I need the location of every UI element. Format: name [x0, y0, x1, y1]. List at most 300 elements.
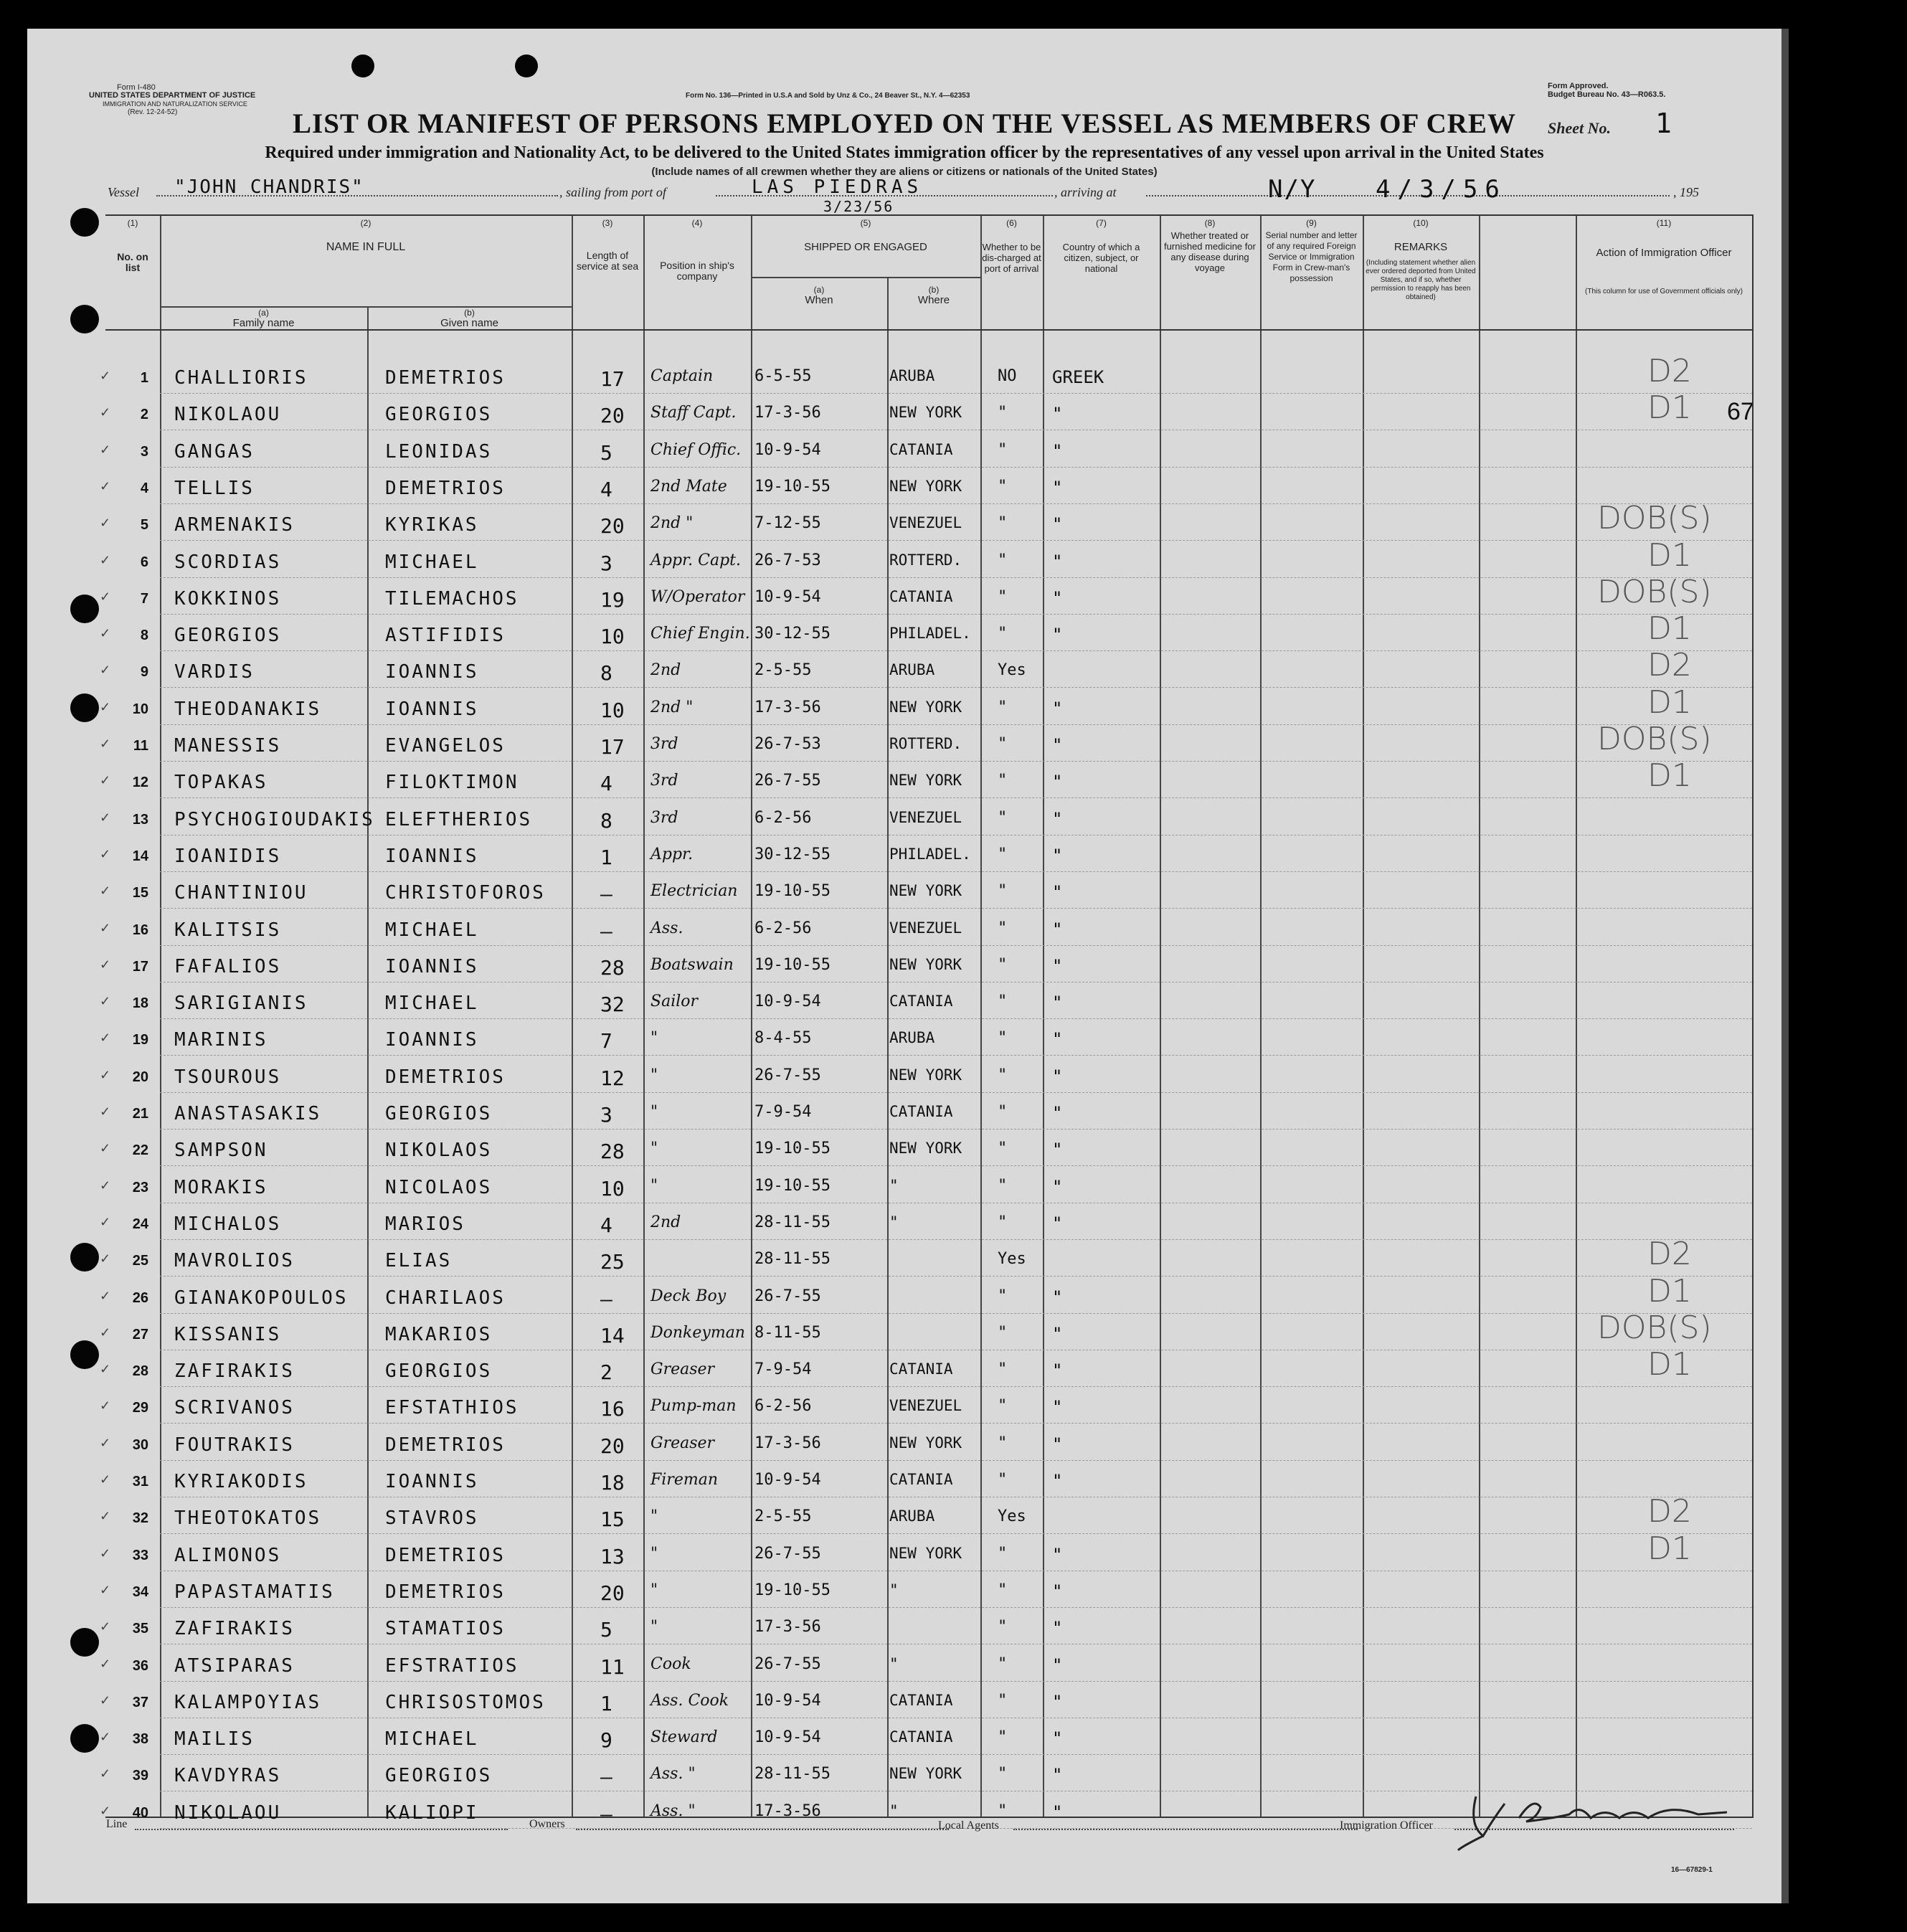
- cell-length: 10: [600, 1176, 625, 1201]
- cell-family: FOUTRAKIS: [174, 1434, 295, 1456]
- sailing-label: , sailing from port of: [559, 185, 666, 199]
- vessel-name: "JOHN CHANDRIS": [174, 176, 364, 198]
- cell-when: 17-3-56: [754, 1618, 821, 1637]
- cell-where: ARUBA: [889, 1507, 935, 1525]
- cell-country: ": [1052, 845, 1063, 866]
- binder-hole: [515, 55, 538, 77]
- cell-when: 8-4-55: [754, 1029, 812, 1048]
- cell-when: 28-11-55: [754, 1250, 831, 1269]
- cell-where: CATANIA: [889, 1728, 953, 1746]
- row-number: 10: [132, 701, 148, 717]
- cell-length: 28: [600, 1140, 625, 1164]
- col-header-when: When: [805, 294, 833, 306]
- cell-family: GEORGIOS: [174, 625, 282, 647]
- cell-position: 3rd: [650, 772, 678, 790]
- cell-country: ": [1052, 1029, 1063, 1050]
- row-rule: [160, 1018, 1752, 1019]
- cell-given: NICOLAOS: [385, 1176, 493, 1198]
- cell-given: MICHAEL: [385, 993, 479, 1015]
- col-num-name: (2): [360, 218, 372, 228]
- cell-length: 9: [600, 1728, 612, 1753]
- cell-discharged: ": [998, 1691, 1008, 1710]
- cell-country: ": [1052, 1471, 1063, 1491]
- cell-where: NEW YORK: [889, 1765, 962, 1783]
- cell-discharged: ": [998, 1765, 1008, 1784]
- cell-where: CATANIA: [889, 1691, 953, 1709]
- cell-length: 8: [600, 808, 612, 833]
- cell-discharged: Yes: [998, 661, 1026, 680]
- cell-length: 2: [600, 1360, 612, 1385]
- cell-discharged: ": [998, 1140, 1008, 1158]
- cell-position: ": [650, 1544, 658, 1563]
- row-number: 4: [140, 480, 148, 496]
- cell-given: MARIOS: [385, 1213, 465, 1235]
- cell-length: 20: [600, 404, 625, 428]
- row-number: 8: [140, 628, 148, 644]
- arrival-date: 4/3/56: [1376, 175, 1507, 204]
- cell-discharged: ": [998, 1654, 1008, 1673]
- cell-discharged: Yes: [998, 1507, 1026, 1526]
- cell-discharged: ": [998, 625, 1008, 643]
- cell-family: TOPAKAS: [174, 772, 268, 794]
- col-header-position: Position in ship's company: [660, 260, 734, 282]
- cell-country: ": [1052, 1691, 1063, 1712]
- check-mark-icon: ✓: [100, 1472, 111, 1487]
- cell-length: 12: [600, 1066, 625, 1090]
- cell-where: CATANIA: [889, 993, 953, 1010]
- row-rule: [160, 393, 1752, 394]
- check-mark-icon: ✓: [100, 920, 111, 935]
- check-mark-icon: ✓: [100, 1288, 111, 1303]
- revision: (Rev. 12-24-52): [128, 108, 178, 116]
- row-rule: [160, 503, 1752, 504]
- cell-given: ELEFTHERIOS: [385, 808, 533, 830]
- cell-family: PSYCHOGIOUDAKIS: [174, 808, 375, 830]
- cell-country: ": [1052, 1544, 1063, 1565]
- row-number: 13: [132, 811, 148, 828]
- cell-given: DEMETRIOS: [385, 1544, 506, 1566]
- cell-discharged: ": [998, 1323, 1008, 1342]
- cell-country: ": [1052, 477, 1063, 498]
- col-header-action: Action of Immigration Officer: [1596, 247, 1732, 259]
- cell-family: MAVROLIOS: [174, 1250, 295, 1272]
- cell-given: GEORGIOS: [385, 404, 493, 426]
- cell-given: DEMETRIOS: [385, 367, 506, 389]
- col-sub-given-num: (b): [464, 308, 475, 318]
- row-number: 22: [132, 1142, 148, 1159]
- cell-family: NIKOLAOU: [174, 1801, 282, 1824]
- cell-country: ": [1052, 440, 1063, 461]
- cell-where: NEW YORK: [889, 404, 962, 422]
- cell-where: VENEZUEL: [889, 808, 962, 826]
- cell-given: IOANNIS: [385, 698, 479, 720]
- officer-annotation: DOB(S): [1597, 721, 1712, 757]
- form-code: 16—67829-1: [1671, 1866, 1713, 1874]
- cell-family: KYRIAKODIS: [174, 1471, 308, 1492]
- cell-family: KISSANIS: [174, 1323, 282, 1345]
- cell-when: 19-10-55: [754, 955, 831, 974]
- cell-family: CHALLIORIS: [174, 367, 308, 389]
- cell-length: 16: [600, 1397, 625, 1421]
- cell-given: EFSTATHIOS: [385, 1397, 519, 1419]
- check-mark-icon: ✓: [100, 478, 111, 493]
- cell-family: KAVDYRAS: [174, 1765, 282, 1787]
- cell-family: KOKKINOS: [174, 587, 282, 610]
- cell-when: 10-9-54: [754, 440, 821, 459]
- cell-when: 26-7-55: [754, 1066, 821, 1084]
- col-num-no: (1): [127, 218, 138, 228]
- check-mark-icon: ✓: [100, 1545, 111, 1561]
- cell-position: ": [650, 1066, 658, 1084]
- check-mark-icon: ✓: [100, 1178, 111, 1193]
- cell-family: MAILIS: [174, 1728, 255, 1751]
- row-rule: [160, 1754, 1752, 1755]
- cell-position: Boatswain: [650, 955, 734, 974]
- cell-where: NEW YORK: [889, 882, 962, 900]
- cell-country: ": [1052, 1287, 1063, 1307]
- cell-when: 28-11-55: [754, 1765, 831, 1784]
- cell-family: FAFALIOS: [174, 955, 282, 977]
- cell-length: 4: [600, 477, 612, 501]
- cell-family: SCORDIAS: [174, 551, 282, 573]
- cell-given: IOANNIS: [385, 661, 479, 683]
- cell-discharged: ": [998, 735, 1008, 753]
- officer-annotation: D1: [1647, 610, 1692, 648]
- row-number: 34: [132, 1583, 148, 1600]
- row-rule: [160, 908, 1752, 909]
- check-mark-icon: ✓: [100, 1141, 111, 1156]
- row-number: 2: [140, 407, 148, 423]
- cell-discharged: ": [998, 772, 1008, 790]
- cell-length: —: [600, 1287, 612, 1311]
- cell-discharged: ": [998, 1360, 1008, 1379]
- row-rule: [160, 797, 1752, 798]
- cell-family: SAMPSON: [174, 1140, 268, 1162]
- cell-when: 10-9-54: [754, 587, 821, 606]
- row-rule: [160, 1386, 1752, 1387]
- row-number: 19: [132, 1032, 148, 1048]
- check-mark-icon: ✓: [100, 1362, 111, 1377]
- check-mark-icon: ✓: [100, 516, 111, 531]
- cell-discharged: ": [998, 1471, 1008, 1489]
- check-mark-icon: ✓: [100, 1766, 111, 1781]
- check-mark-icon: ✓: [100, 1619, 111, 1634]
- row-rule: [160, 650, 1752, 651]
- cell-when: 10-9-54: [754, 1691, 821, 1710]
- cell-length: 5: [600, 1618, 612, 1642]
- cell-given: MICHAEL: [385, 1728, 479, 1751]
- cell-family: MANESSIS: [174, 735, 282, 757]
- cell-discharged: ": [998, 1176, 1008, 1195]
- cell-country: ": [1052, 625, 1063, 645]
- row-number: 23: [132, 1179, 148, 1195]
- cell-when: 7-9-54: [754, 1360, 812, 1379]
- row-number: 39: [132, 1768, 148, 1784]
- cell-family: ARMENAKIS: [174, 514, 295, 536]
- cell-position: Appr. Capt.: [650, 551, 742, 569]
- cell-family: TELLIS: [174, 477, 255, 499]
- check-mark-icon: ✓: [100, 1398, 111, 1414]
- cell-given: STAMATIOS: [385, 1618, 506, 1640]
- cell-given: KYRIKAS: [385, 514, 479, 536]
- row-rule: [160, 1276, 1752, 1277]
- binder-hole: [70, 1724, 99, 1753]
- sailing-date: 3/23/56: [823, 198, 894, 215]
- cell-family: IOANIDIS: [174, 845, 282, 867]
- cell-discharged: ": [998, 1434, 1008, 1452]
- cell-given: MICHAEL: [385, 551, 479, 573]
- cell-when: 10-9-54: [754, 993, 821, 1011]
- cell-country: ": [1052, 919, 1063, 939]
- row-rule: [160, 1165, 1752, 1166]
- check-mark-icon: ✓: [100, 1509, 111, 1524]
- cell-position: 2nd: [650, 661, 681, 680]
- check-mark-icon: ✓: [100, 1031, 111, 1046]
- officer-annotation: D2: [1647, 1493, 1692, 1530]
- cell-given: IOANNIS: [385, 1471, 479, 1492]
- cell-position: Pump-man: [650, 1397, 737, 1416]
- binder-hole: [70, 305, 99, 333]
- cell-when: 10-9-54: [754, 1728, 821, 1747]
- cell-country: ": [1052, 882, 1063, 903]
- cell-given: DEMETRIOS: [385, 477, 506, 499]
- cell-length: 7: [600, 1029, 612, 1053]
- cell-country: ": [1052, 735, 1063, 755]
- cell-position: Ass.: [650, 919, 683, 937]
- cell-when: 17-3-56: [754, 1434, 821, 1452]
- cell-where: NEW YORK: [889, 1544, 962, 1562]
- cell-country: ": [1052, 1176, 1063, 1197]
- row-rule: [160, 871, 1752, 872]
- cell-discharged: ": [998, 698, 1008, 716]
- cell-when: 26-7-55: [754, 1654, 821, 1673]
- cell-family: ALIMONOS: [174, 1544, 282, 1566]
- footer-agents-label: Local Agents: [938, 1819, 999, 1832]
- col-sub-action: (This column for use of Government officials only): [1585, 288, 1743, 295]
- cell-family: ATSIPARAS: [174, 1654, 295, 1677]
- row-number: 9: [140, 664, 148, 681]
- check-mark-icon: ✓: [100, 1582, 111, 1597]
- page-subtitle: Required under immigration and Nationality Act, to be delivered to the United States immigration officer by the representatives of any vessel upon arrival in the United States: [265, 143, 1544, 162]
- col-header-remarks: REMARKS: [1393, 241, 1448, 253]
- row-number: 27: [132, 1326, 148, 1343]
- cell-length: —: [600, 1765, 612, 1789]
- cell-discharged: ": [998, 1397, 1008, 1416]
- cell-position: Chief Offic.: [650, 440, 742, 459]
- officer-annotation: D2: [1647, 1236, 1692, 1273]
- cell-discharged: ": [998, 1287, 1008, 1305]
- cell-given: EFSTRATIOS: [385, 1654, 519, 1677]
- cell-length: 18: [600, 1471, 625, 1495]
- row-rule: [160, 1129, 1752, 1130]
- cell-where: NEW YORK: [889, 477, 962, 495]
- cell-discharged: ": [998, 1801, 1008, 1820]
- cell-given: CHRISOSTOMOS: [385, 1691, 546, 1713]
- check-mark-icon: ✓: [100, 957, 111, 972]
- cell-country: GREEK: [1052, 367, 1104, 387]
- cell-length: 19: [600, 587, 625, 612]
- cell-discharged: ": [998, 808, 1008, 827]
- check-mark-icon: ✓: [100, 1214, 111, 1229]
- cell-length: 5: [600, 440, 612, 465]
- cell-family: GIANAKOPOULOS: [174, 1287, 349, 1309]
- binder-hole: [70, 1340, 99, 1369]
- cell-family: MICHALOS: [174, 1213, 282, 1235]
- port-name: LAS PIEDRAS: [752, 176, 923, 198]
- officer-annotation: D1: [1647, 1346, 1692, 1383]
- officer-annotation: DOB(S): [1597, 1309, 1712, 1346]
- cell-when: 19-10-55: [754, 477, 831, 496]
- cell-family: CHANTINIOU: [174, 882, 308, 904]
- cell-when: 26-7-55: [754, 1544, 821, 1563]
- cell-position: Ass. Cook: [650, 1691, 729, 1710]
- col-header-country: Country of which a citizen, subject, or national: [1062, 242, 1140, 274]
- cell-country: ": [1052, 1765, 1063, 1786]
- cell-length: 3: [600, 551, 612, 575]
- cell-position: ": [650, 1029, 658, 1048]
- row-rule: [160, 945, 1752, 946]
- cell-discharged: ": [998, 1544, 1008, 1563]
- cell-when: 26-7-55: [754, 1287, 821, 1305]
- cell-given: GEORGIOS: [385, 1765, 493, 1787]
- cell-where: VENEZUEL: [889, 1397, 962, 1415]
- cell-position: 2nd Mate: [650, 477, 727, 496]
- cell-length: 28: [600, 955, 625, 980]
- cell-where: ARUBA: [889, 367, 935, 384]
- cell-position: Appr.: [650, 845, 694, 863]
- footer-line-label: Line: [106, 1818, 128, 1830]
- cell-position: Donkeyman: [650, 1323, 745, 1342]
- col-num-remarks: (10): [1413, 218, 1429, 228]
- col-header-name: NAME IN FULL: [326, 241, 406, 253]
- officer-annotation: DOB(S): [1597, 573, 1712, 610]
- cell-where: ": [889, 1176, 899, 1194]
- cell-length: —: [600, 1801, 612, 1826]
- row-number: 17: [132, 958, 148, 975]
- cell-discharged: ": [998, 1066, 1008, 1084]
- page-title: LIST OR MANIFEST OF PERSONS EMPLOYED ON THE VESSEL AS MEMBERS OF CREW: [293, 108, 1516, 139]
- col-sub-remarks: (Including statement whether alien ever ordered deported from United States, and if so, whether permission to reapply has been obtained): [1366, 259, 1476, 301]
- cell-position: Chief Engin.: [650, 625, 750, 643]
- cell-family: KALAMPOYIAS: [174, 1691, 322, 1713]
- form-approved: Form Approved.: [1548, 82, 1609, 90]
- col-sub-when-num: (a): [813, 285, 825, 295]
- row-number: 32: [132, 1510, 148, 1527]
- cell-when: 6-2-56: [754, 1397, 812, 1416]
- cell-when: 7-12-55: [754, 514, 821, 533]
- check-mark-icon: ✓: [100, 994, 111, 1009]
- row-number: 16: [132, 922, 148, 938]
- cell-length: 25: [600, 1250, 625, 1274]
- cell-length: 15: [600, 1507, 625, 1532]
- cell-country: ": [1052, 514, 1063, 535]
- cell-given: EVANGELOS: [385, 735, 506, 757]
- cell-where: ": [889, 1654, 899, 1672]
- col-num-country: (7): [1096, 218, 1107, 228]
- cell-position: ": [650, 1103, 658, 1121]
- cell-where: PHILADEL.: [889, 845, 971, 863]
- service: IMMIGRATION AND NATURALIZATION SERVICE: [103, 100, 247, 108]
- row-number: 1: [140, 370, 148, 386]
- cell-length: 3: [600, 1103, 612, 1127]
- row-number: 12: [132, 775, 148, 791]
- col-sub-where-num: (b): [928, 285, 940, 295]
- cell-country: ": [1052, 1360, 1063, 1381]
- cell-where: NEW YORK: [889, 1066, 962, 1084]
- check-mark-icon: ✓: [100, 810, 111, 825]
- cell-given: CHRISTOFOROS: [385, 882, 546, 904]
- cell-given: IOANNIS: [385, 1029, 479, 1051]
- officer-annotation: D1: [1647, 1530, 1692, 1567]
- cell-country: ": [1052, 551, 1063, 572]
- cell-given: FILOKTIMON: [385, 772, 519, 794]
- include-note: (Include names of all crewmen whether they are aliens or citizens or nationals of the United States): [651, 166, 1158, 178]
- check-mark-icon: ✓: [100, 1067, 111, 1082]
- cell-discharged: ": [998, 587, 1008, 606]
- cell-family: VARDIS: [174, 661, 255, 683]
- cell-where: NEW YORK: [889, 1434, 962, 1452]
- cell-discharged: ": [998, 882, 1008, 901]
- col-num-action: (11): [1656, 218, 1672, 228]
- col-num-shipped: (5): [860, 218, 871, 228]
- officer-annotation: D2: [1647, 353, 1692, 389]
- cell-given: CHARILAOS: [385, 1287, 506, 1309]
- cell-position: 3rd: [650, 808, 678, 827]
- check-mark-icon: ✓: [100, 773, 111, 788]
- cell-where: ": [889, 1801, 899, 1819]
- cell-discharged: ": [998, 1029, 1008, 1048]
- cell-when: 8-11-55: [754, 1323, 821, 1342]
- col-num-medicine: (8): [1204, 218, 1216, 228]
- cell-given: DEMETRIOS: [385, 1434, 506, 1456]
- row-rule: [160, 1313, 1752, 1314]
- row-number: 40: [132, 1804, 148, 1821]
- cell-position: Greaser: [650, 1434, 715, 1452]
- cell-country: ": [1052, 1581, 1063, 1601]
- cell-when: 6-2-56: [754, 808, 812, 827]
- cell-when: 26-7-55: [754, 772, 821, 790]
- cell-where: NEW YORK: [889, 698, 962, 716]
- row-rule: [160, 1460, 1752, 1461]
- check-mark-icon: ✓: [100, 589, 111, 604]
- col-num-position: (4): [691, 218, 703, 228]
- cell-given: DEMETRIOS: [385, 1581, 506, 1603]
- cell-given: MAKARIOS: [385, 1323, 493, 1345]
- cell-when: 19-10-55: [754, 882, 831, 901]
- cell-length: 4: [600, 1213, 612, 1237]
- row-number: 3: [140, 443, 148, 460]
- col-header-where: Where: [917, 294, 950, 306]
- cell-where: ROTTERD.: [889, 551, 962, 569]
- cell-given: MICHAEL: [385, 919, 479, 941]
- row-rule: [160, 1239, 1752, 1240]
- cell-position: 2nd ": [650, 698, 694, 716]
- cell-position: ": [650, 1618, 658, 1637]
- cell-where: VENEZUEL: [889, 514, 962, 532]
- cell-discharged: Yes: [998, 1250, 1026, 1269]
- cell-when: 17-3-56: [754, 404, 821, 422]
- row-rule: [160, 1607, 1752, 1608]
- cell-given: GEORGIOS: [385, 1360, 493, 1383]
- cell-length: 20: [600, 1581, 625, 1605]
- row-number: 26: [132, 1289, 148, 1306]
- cell-discharged: ": [998, 955, 1008, 974]
- cell-position: ": [650, 1140, 658, 1158]
- row-number: 35: [132, 1621, 148, 1637]
- cell-when: 2-5-55: [754, 661, 812, 680]
- check-mark-icon: ✓: [100, 884, 111, 899]
- cell-where: ": [889, 1581, 899, 1599]
